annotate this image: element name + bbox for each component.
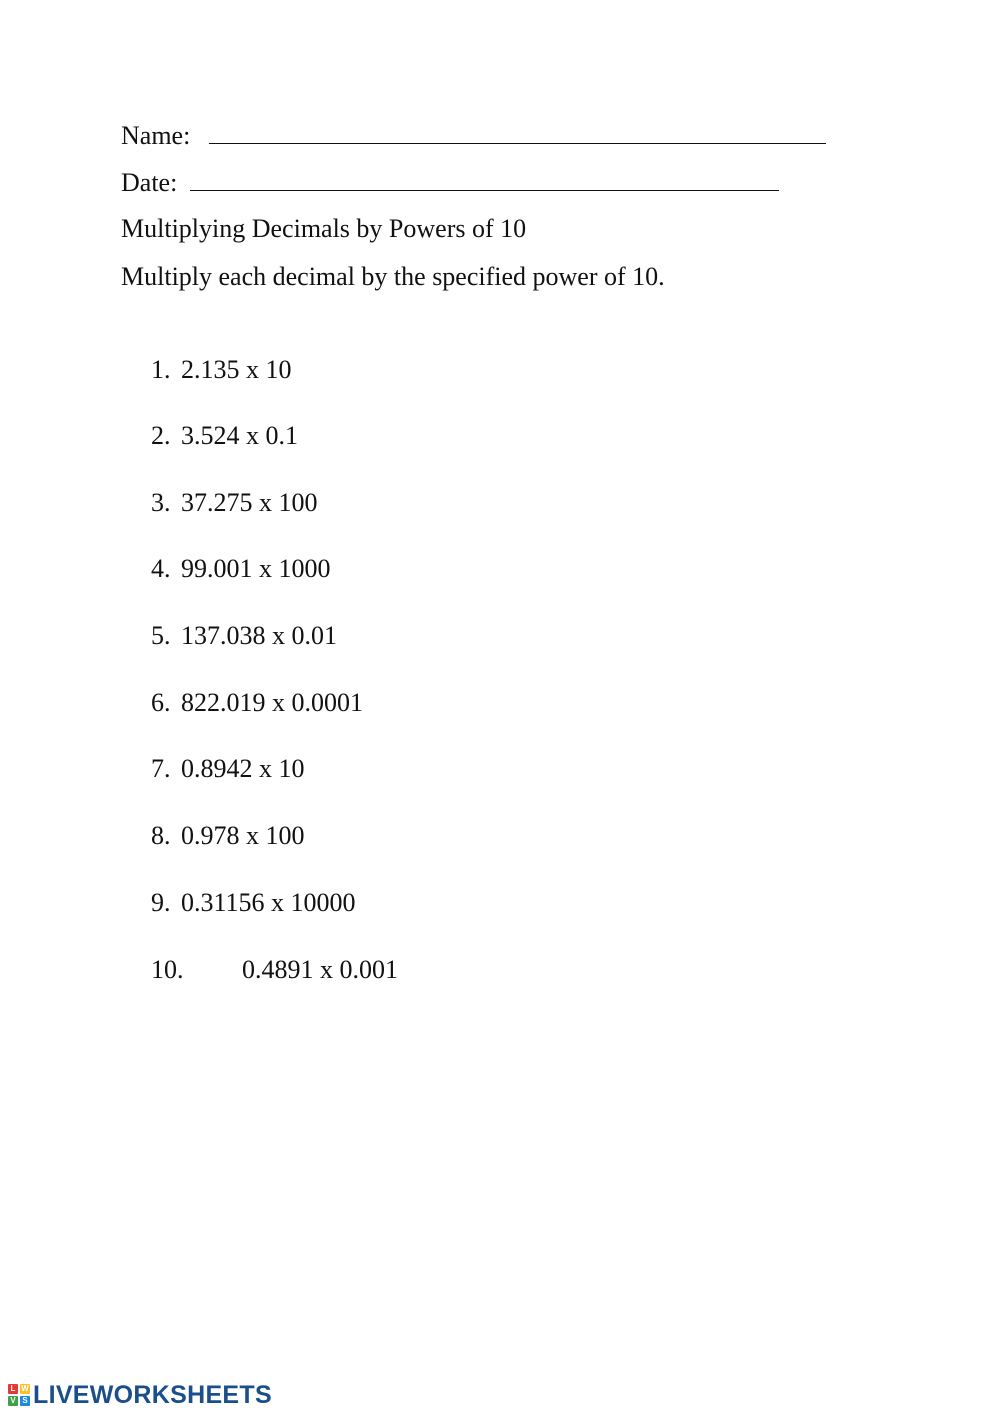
problem-number: 1. [151, 355, 171, 384]
worksheet-title: Multiplying Decimals by Powers of 10 [121, 214, 527, 243]
problem-expression: 3.524 x 0.1 [181, 421, 298, 450]
problem-number: 10. [151, 955, 184, 984]
problem-number: 5. [151, 621, 171, 650]
logo-block-s: S [20, 1396, 30, 1406]
problem-expression: 0.8942 x 10 [181, 754, 305, 783]
problem-number: 3. [151, 488, 171, 517]
problem-expression: 137.038 x 0.01 [181, 621, 337, 650]
problem-expression: 822.019 x 0.0001 [181, 688, 363, 717]
logo-block-l: L [8, 1384, 18, 1394]
date-line [121, 168, 779, 198]
problem-number: 9. [151, 888, 171, 917]
date-blank[interactable] [190, 168, 779, 191]
problem-expression: 0.31156 x 10000 [181, 888, 356, 917]
logo-block-v: V [8, 1396, 18, 1406]
instructions: Multiply each decimal by the specified power of 10. [121, 262, 665, 291]
liveworksheets-logo[interactable] [8, 1380, 272, 1410]
problem-expression: 0.4891 x 0.001 [242, 955, 398, 984]
problem-number: 7. [151, 754, 171, 783]
logo-text: LIVEWORKSHEETS [33, 1380, 272, 1409]
name-label: Name: [121, 121, 191, 150]
logo-blocks-icon [8, 1384, 30, 1406]
date-label: Date: [121, 168, 178, 197]
name-line [121, 121, 826, 151]
problem-number: 4. [151, 554, 171, 583]
name-blank[interactable] [209, 121, 826, 144]
problem-expression: 2.135 x 10 [181, 355, 292, 384]
problem-number: 8. [151, 821, 171, 850]
problem-number: 6. [151, 688, 171, 717]
problem-expression: 37.275 x 100 [181, 488, 318, 517]
problem-expression: 0.978 x 100 [181, 821, 305, 850]
logo-block-w: W [21, 1384, 29, 1393]
problem-number: 2. [151, 421, 171, 450]
problem-expression: 99.001 x 1000 [181, 554, 331, 583]
